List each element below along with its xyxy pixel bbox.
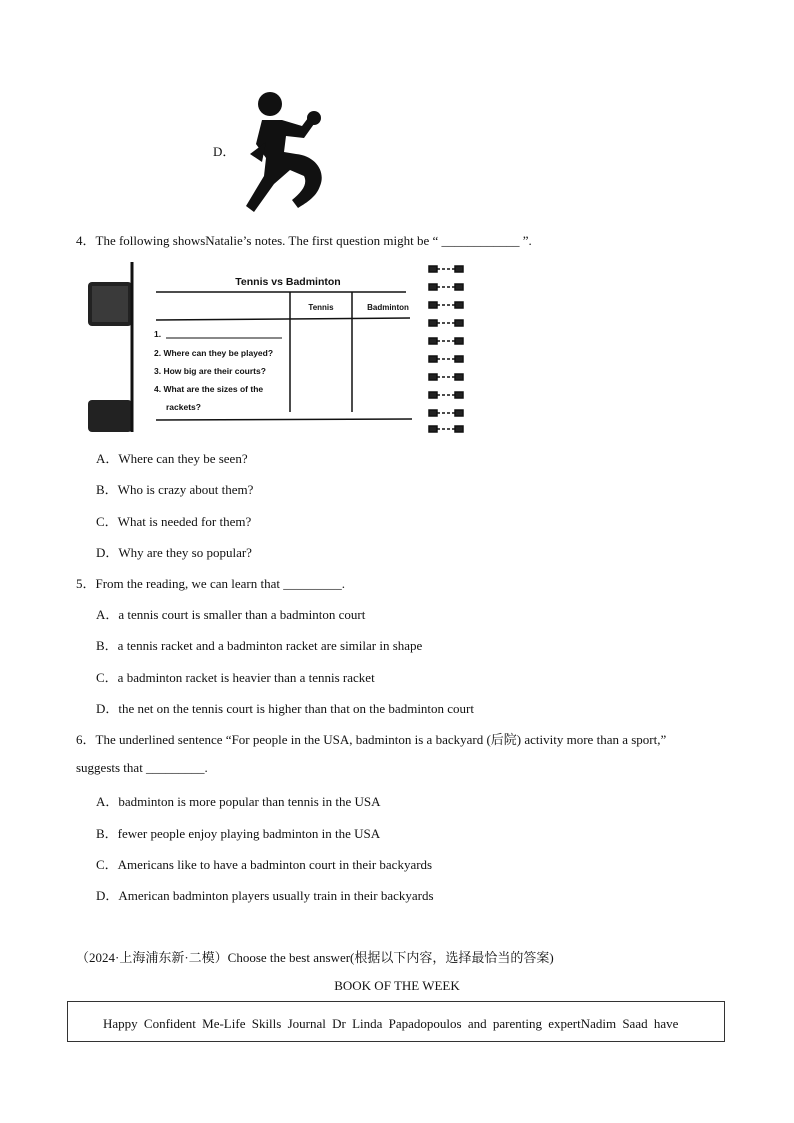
badminton-player-icon bbox=[242, 88, 326, 218]
notes-row-2: 2. Where can they be played? bbox=[154, 348, 274, 358]
q6-option-b[interactable]: B．fewer people enjoy playing badminton in the USA bbox=[96, 826, 381, 841]
notes-col-tennis: Tennis bbox=[308, 303, 334, 312]
notes-row-3: 3. How big are their courts? bbox=[154, 366, 266, 376]
q4-option-c[interactable]: C．What is needed for them? bbox=[96, 514, 252, 529]
notes-title: Tennis vs Badminton bbox=[235, 276, 341, 288]
q6-option-a[interactable]: A．badminton is more popular than tennis in the USA bbox=[96, 794, 381, 809]
section-source: （2024·上海浦东新·二模）Choose the best answer(根据以下内容，选择最恰当的答案) bbox=[76, 950, 554, 965]
q5-option-a[interactable]: A．a tennis court is smaller than a badminton court bbox=[96, 607, 366, 622]
notes-row-4: 4. What are the sizes of the bbox=[154, 384, 264, 394]
question-6-text: 6．The underlined sentence “For people in the USA, badminton is a backyard (后院) activity more than a sport,” bbox=[76, 732, 667, 747]
q6-option-c[interactable]: C．Americans like to have a badminton court in their backyards bbox=[96, 857, 433, 872]
notes-row-4-cont: rackets? bbox=[166, 402, 201, 412]
q4-option-d[interactable]: D．Why are they so popular? bbox=[96, 545, 252, 560]
section-heading: BOOK OF THE WEEK bbox=[334, 978, 460, 993]
passage-box bbox=[67, 1001, 725, 1042]
option-d-label: D． bbox=[213, 144, 236, 159]
q5-option-b[interactable]: B．a tennis racket and a badminton racket are similar in shape bbox=[96, 638, 423, 653]
q5-option-c[interactable]: C．a badminton racket is heavier than a tennis racket bbox=[96, 670, 375, 685]
q6-option-d[interactable]: D．American badminton players usually train in their backyards bbox=[96, 888, 434, 903]
q5-option-d[interactable]: D．the net on the tennis court is higher than that on the badminton court bbox=[96, 701, 475, 716]
q4-option-b[interactable]: B．Who is crazy about them? bbox=[96, 482, 254, 497]
question-5-text: 5．From the reading, we can learn that _________. bbox=[76, 576, 345, 591]
question-4-text: 4．The following showsNatalie’s notes. The first question might be “ ____________ ”. bbox=[76, 233, 532, 248]
passage-text: Happy Confident Me-Life Skills Journal Dr Linda Papadopoulos and parenting expertNadim Saad have bbox=[103, 1016, 679, 1031]
notes-row-1: 1. bbox=[154, 329, 162, 339]
natalie-notes-image bbox=[86, 262, 470, 434]
question-6-text-cont: suggests that _________. bbox=[76, 760, 208, 775]
spiral-binding bbox=[429, 266, 463, 432]
q4-option-a[interactable]: A．Where can they be seen? bbox=[96, 451, 248, 466]
notes-col-badminton: Badminton bbox=[367, 303, 409, 312]
